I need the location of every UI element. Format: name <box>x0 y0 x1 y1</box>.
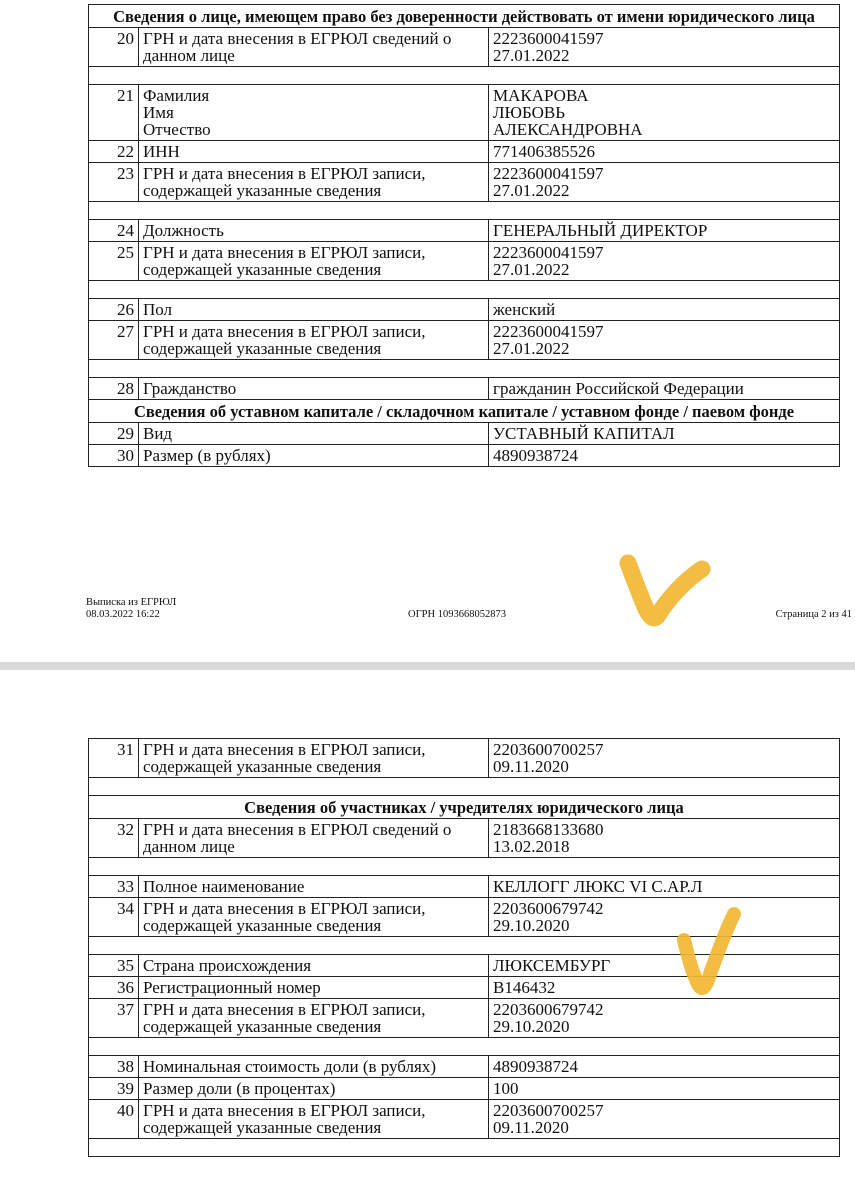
table-row <box>89 1056 840 1078</box>
field-value-line: 09.11.2020 <box>493 757 569 776</box>
field-label-line: ГРН и дата внесения в ЕГРЮЛ записи, <box>143 322 426 341</box>
field-value <box>489 378 840 400</box>
field-label-line: ГРН и дата внесения в ЕГРЮЛ записи, <box>143 899 426 918</box>
spacer-cell <box>89 1139 840 1157</box>
row-number: 38 <box>89 1056 139 1078</box>
field-label-line: Фамилия <box>143 86 210 105</box>
field-value <box>489 999 840 1038</box>
spacer-cell <box>89 67 840 85</box>
table-row <box>89 28 840 67</box>
spacer-row <box>89 858 840 876</box>
field-value-line: женский <box>493 300 556 319</box>
field-value <box>489 242 840 281</box>
table-row <box>89 299 840 321</box>
section-heading: Сведения об участниках / учредителях юридического лица <box>89 796 840 819</box>
field-label-line: ГРН и дата внесения в ЕГРЮЛ записи, <box>143 1000 426 1019</box>
spacer-cell <box>89 281 840 299</box>
table-row <box>89 819 840 858</box>
spacer-row <box>89 202 840 220</box>
egrul-table-page-2 <box>88 738 840 1157</box>
spacer-row <box>89 281 840 299</box>
field-value-line: 4890938724 <box>493 1057 578 1076</box>
field-label <box>139 819 489 858</box>
table-row <box>89 898 840 937</box>
field-label-line: Страна происхождения <box>143 956 312 975</box>
row-number: 31 <box>89 739 139 778</box>
row-number: 40 <box>89 1100 139 1139</box>
table-row <box>89 378 840 400</box>
field-value <box>489 955 840 977</box>
field-label <box>139 85 489 141</box>
field-value <box>489 1100 840 1139</box>
table-row <box>89 321 840 360</box>
spacer-row <box>89 1139 840 1157</box>
field-value <box>489 898 840 937</box>
field-label-line: содержащей указанные сведения <box>143 1118 382 1137</box>
footer-doc-title: Выписка из ЕГРЮЛ <box>86 597 177 608</box>
field-label-line: содержащей указанные сведения <box>143 181 382 200</box>
page-separator <box>0 662 855 670</box>
field-value-line: 771406385526 <box>493 142 595 161</box>
field-value <box>489 739 840 778</box>
field-label <box>139 1056 489 1078</box>
field-value <box>489 445 840 467</box>
field-label-line: Номинальная стоимость доли (в рублях) <box>143 1057 436 1076</box>
field-value-line: 2203600679742 <box>493 1000 604 1019</box>
field-value <box>489 220 840 242</box>
field-value <box>489 819 840 858</box>
field-label <box>139 876 489 898</box>
spacer-cell <box>89 937 840 955</box>
field-value-line: 2203600679742 <box>493 899 604 918</box>
spacer-row <box>89 1038 840 1056</box>
field-value-line: 29.10.2020 <box>493 1017 570 1036</box>
field-value-line: 100 <box>493 1079 519 1098</box>
field-label <box>139 999 489 1038</box>
row-number: 23 <box>89 163 139 202</box>
row-number: 20 <box>89 28 139 67</box>
field-value-line: 4890938724 <box>493 446 578 465</box>
field-value <box>489 876 840 898</box>
field-value-line: 2223600041597 <box>493 29 604 48</box>
field-label-line: Отчество <box>143 120 211 139</box>
field-label-line: данном лице <box>143 837 235 856</box>
spacer-row <box>89 67 840 85</box>
spacer-cell <box>89 778 840 796</box>
row-number: 21 <box>89 85 139 141</box>
spacer-cell <box>89 858 840 876</box>
field-value <box>489 977 840 999</box>
field-value-line: 27.01.2022 <box>493 181 570 200</box>
field-label <box>139 445 489 467</box>
field-value <box>489 28 840 67</box>
field-label-line: содержащей указанные сведения <box>143 757 382 776</box>
row-number: 36 <box>89 977 139 999</box>
row-number: 22 <box>89 141 139 163</box>
field-value-line: 27.01.2022 <box>493 260 570 279</box>
field-label-line: Размер (в рублях) <box>143 446 271 465</box>
document-page-2 <box>0 670 855 1200</box>
field-value <box>489 1056 840 1078</box>
field-label-line: содержащей указанные сведения <box>143 260 382 279</box>
field-value <box>489 1078 840 1100</box>
section-heading-row <box>89 400 840 423</box>
field-label-line: ГРН и дата внесения в ЕГРЮЛ сведений о <box>143 820 452 839</box>
field-label-line: содержащей указанные сведения <box>143 1017 382 1036</box>
field-label-line: ИНН <box>143 142 180 161</box>
table-row <box>89 242 840 281</box>
field-label <box>139 423 489 445</box>
footer-ogrn: ОГРН 1093668052873 <box>408 609 506 620</box>
table-row <box>89 220 840 242</box>
field-label-line: Должность <box>143 221 224 240</box>
row-number: 30 <box>89 445 139 467</box>
field-label <box>139 1078 489 1100</box>
field-label <box>139 299 489 321</box>
field-label <box>139 163 489 202</box>
spacer-row <box>89 937 840 955</box>
field-label-line: ГРН и дата внесения в ЕГРЮЛ записи, <box>143 1101 426 1120</box>
field-label <box>139 1100 489 1139</box>
field-label-line: ГРН и дата внесения в ЕГРЮЛ записи, <box>143 164 426 183</box>
field-value <box>489 299 840 321</box>
table-row <box>89 999 840 1038</box>
field-label-line: Имя <box>143 103 174 122</box>
table-row <box>89 1078 840 1100</box>
field-label <box>139 141 489 163</box>
table-row <box>89 1100 840 1139</box>
spacer-cell <box>89 1038 840 1056</box>
field-value-line: 27.01.2022 <box>493 339 570 358</box>
field-value-line: ЛЮКСЕМБУРГ <box>493 956 611 975</box>
row-number: 24 <box>89 220 139 242</box>
field-label-line: Регистрационный номер <box>143 978 321 997</box>
field-label <box>139 28 489 67</box>
section-heading: Сведения о лице, имеющем право без доверенности действовать от имени юридического лица <box>89 5 840 28</box>
field-label <box>139 977 489 999</box>
row-number: 35 <box>89 955 139 977</box>
row-number: 26 <box>89 299 139 321</box>
row-number: 37 <box>89 999 139 1038</box>
field-value-line: 29.10.2020 <box>493 916 570 935</box>
table-row <box>89 445 840 467</box>
field-value-line: 2223600041597 <box>493 164 604 183</box>
row-number: 32 <box>89 819 139 858</box>
field-label <box>139 955 489 977</box>
field-label <box>139 242 489 281</box>
row-number: 25 <box>89 242 139 281</box>
field-label-line: содержащей указанные сведения <box>143 339 382 358</box>
table-row <box>89 163 840 202</box>
field-value <box>489 321 840 360</box>
field-value-line: 13.02.2018 <box>493 837 570 856</box>
spacer-row <box>89 778 840 796</box>
field-value-line: ЛЮБОВЬ <box>493 103 566 122</box>
field-label <box>139 220 489 242</box>
field-value-line: 2223600041597 <box>493 243 604 262</box>
field-value-line: МАКАРОВА <box>493 86 589 105</box>
field-value <box>489 85 840 141</box>
field-label-line: Размер доли (в процентах) <box>143 1079 336 1098</box>
field-label <box>139 378 489 400</box>
field-value-line: B146432 <box>493 978 556 997</box>
section-heading: Сведения об уставном капитале / складочном капитале / уставном фонде / паевом фонде <box>89 400 840 423</box>
egrul-table-page-1 <box>88 4 840 467</box>
spacer-row <box>89 360 840 378</box>
spacer-cell <box>89 360 840 378</box>
row-number: 28 <box>89 378 139 400</box>
field-label-line: Вид <box>143 424 173 443</box>
field-label-line: ГРН и дата внесения в ЕГРЮЛ записи, <box>143 740 426 759</box>
field-value-line: 09.11.2020 <box>493 1118 569 1137</box>
field-value-line: ГЕНЕРАЛЬНЫЙ ДИРЕКТОР <box>493 221 708 240</box>
row-number: 33 <box>89 876 139 898</box>
table-row <box>89 876 840 898</box>
field-label-line: Пол <box>143 300 173 319</box>
field-value-line: АЛЕКСАНДРОВНА <box>493 120 643 139</box>
field-value-line: КЕЛЛОГГ ЛЮКС VI С.АР.Л <box>493 877 703 896</box>
page-footer <box>86 597 855 627</box>
field-value-line: 2223600041597 <box>493 322 604 341</box>
table-row <box>89 955 840 977</box>
field-label-line: Полное наименование <box>143 877 305 896</box>
field-value <box>489 163 840 202</box>
field-label <box>139 898 489 937</box>
field-label-line: ГРН и дата внесения в ЕГРЮЛ сведений о <box>143 29 452 48</box>
field-label <box>139 321 489 360</box>
row-number: 27 <box>89 321 139 360</box>
field-label-line: Гражданство <box>143 379 237 398</box>
field-label-line: содержащей указанные сведения <box>143 916 382 935</box>
spacer-cell <box>89 202 840 220</box>
table-row <box>89 141 840 163</box>
field-value-line: 27.01.2022 <box>493 46 570 65</box>
field-value-line: УСТАВНЫЙ КАПИТАЛ <box>493 424 675 443</box>
table-row <box>89 739 840 778</box>
row-number: 29 <box>89 423 139 445</box>
table-row <box>89 423 840 445</box>
table-row <box>89 85 840 141</box>
field-value-line: 2203600700257 <box>493 740 604 759</box>
footer-doc-info <box>86 597 176 621</box>
field-value <box>489 423 840 445</box>
footer-timestamp: 08.03.2022 16:22 <box>86 609 160 620</box>
field-label-line: ГРН и дата внесения в ЕГРЮЛ записи, <box>143 243 426 262</box>
section-heading-row <box>89 796 840 819</box>
field-value-line: гражданин Российской Федерации <box>493 379 744 398</box>
field-value <box>489 141 840 163</box>
field-label-line: данном лице <box>143 46 235 65</box>
section-heading-row <box>89 5 840 28</box>
table-row <box>89 977 840 999</box>
row-number: 39 <box>89 1078 139 1100</box>
row-number: 34 <box>89 898 139 937</box>
field-label <box>139 739 489 778</box>
field-value-line: 2203600700257 <box>493 1101 604 1120</box>
field-value-line: 2183668133680 <box>493 820 604 839</box>
footer-page-number: Страница 2 из 41 <box>775 609 852 620</box>
